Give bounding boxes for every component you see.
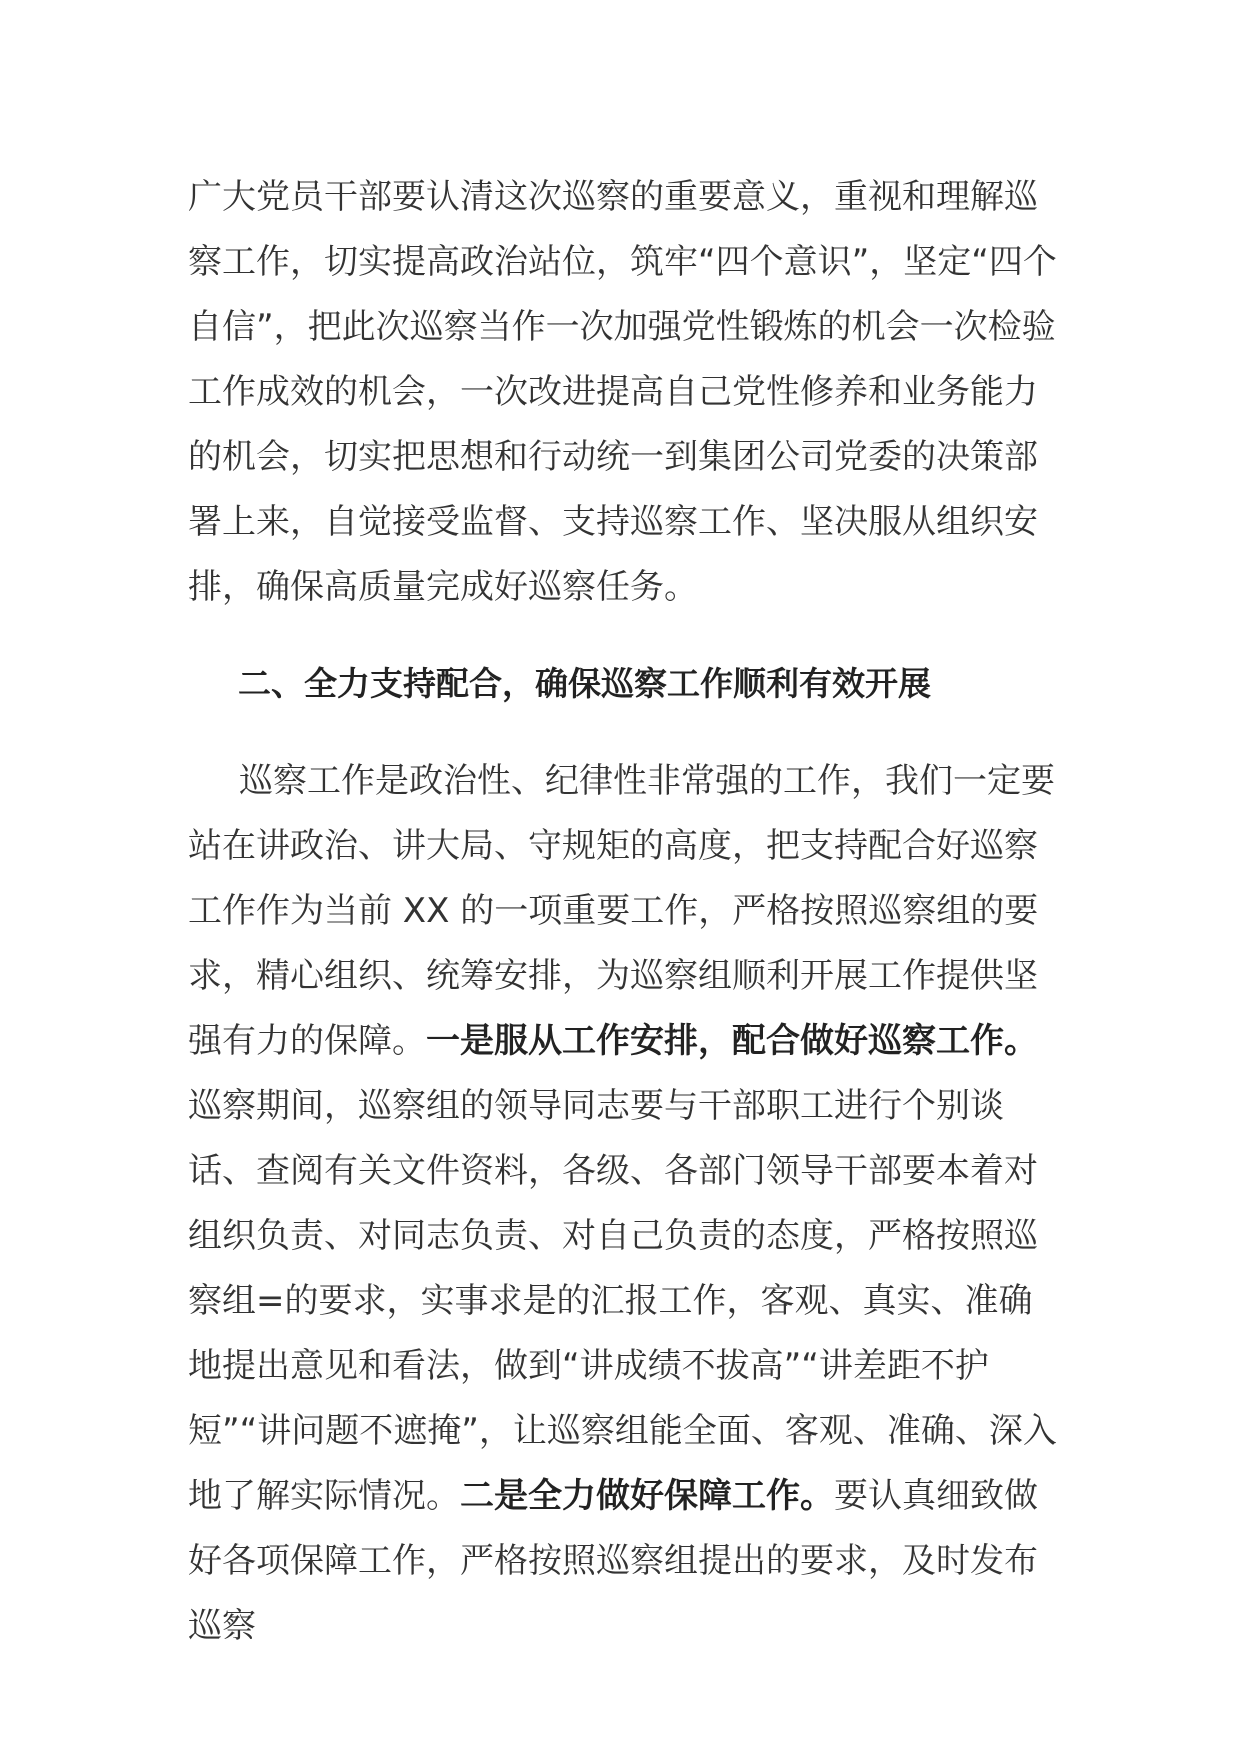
paragraph-text: 巡察工作是政治性、纪律性非常强的工作，我们一定要站在讲政治、讲大局、守规矩的高度，把支持配合好巡察工作作为当前 XX 的一项重要工作，严格按照巡察组的要求，精心组织、统筹安排，为巡察组顺利开展工作提供坚强有力的保障。 [188, 761, 1055, 1061]
section-heading-2: 二、全力支持配合，确保巡察工作顺利有效开展 [238, 664, 931, 703]
bold-point-1: 一是服从工作安排，配合做好巡察工作。 [426, 1021, 1038, 1061]
body-paragraph-2 [188, 749, 1058, 1659]
body-paragraph-1: 广大党员干部要认清这次巡察的重要意义，重视和理解巡察工作，切实提高政治站位，筑牢“四个意识”，坚定“四个自信”，把此次巡察当作一次加强党性锻炼的机会一次检验工作成效的机会，一次改进提高自己党性修养和业务能力的机会，切实把思想和行动统一到集团公司党委的决策部署上来，自觉接受监督、支持巡察工作、坚决服从组织安排，确保高质量完成好巡察任务。 [188, 177, 1057, 607]
paragraph-text: 要认真细致做好各项保障工作，严格按照巡察组提出的要求，及时发布巡察 [188, 1476, 1038, 1646]
bold-point-2: 二是全力做好保障工作。 [460, 1476, 834, 1516]
paragraph-text: 巡察期间，巡察组的领导同志要与干部职工进行个别谈话、查阅有关文件资料，各级、各部门领导干部要本着对组织负责、对同志负责、对自己负责的态度，严格按照巡察组=的要求，实事求是的汇报工作，客观、真实、准确地提出意见和看法，做到“讲成绩不拔高”“讲差距不护短”“讲问题不遮掩”，让巡察组能全面、客观、准确、深入地了解实际情况。 [188, 1086, 1057, 1516]
